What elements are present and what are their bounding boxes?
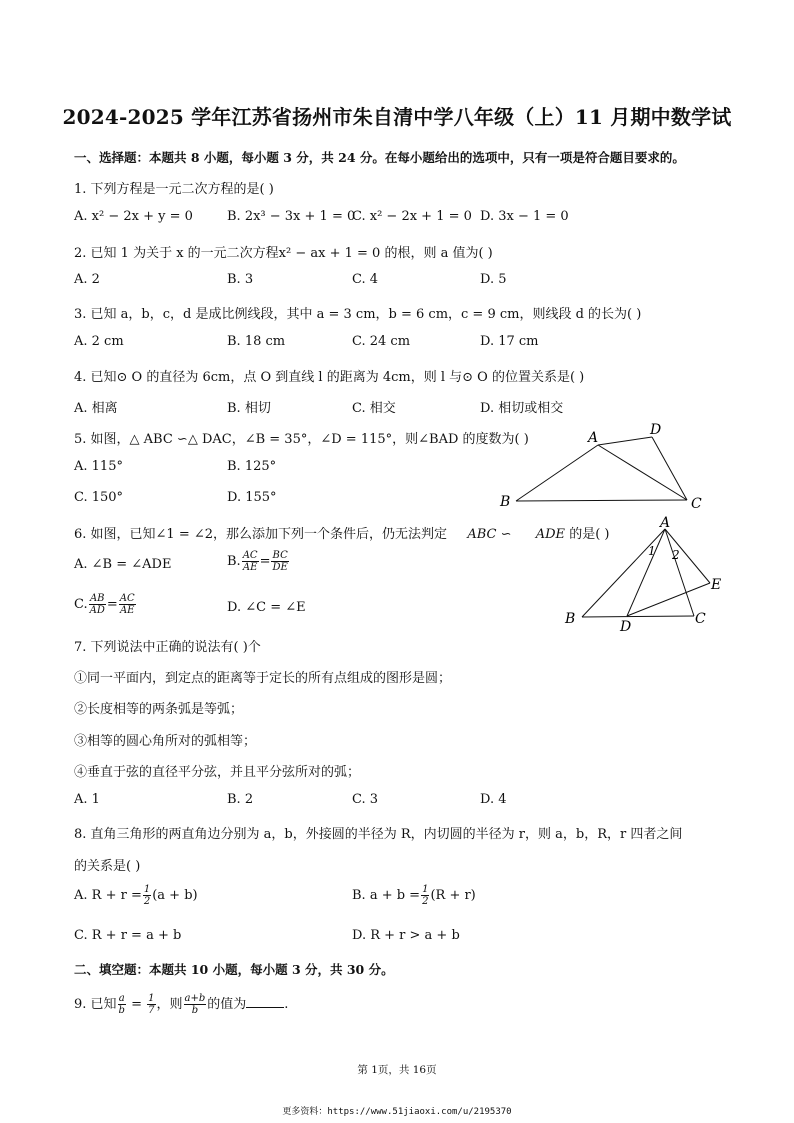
section-1-heading: 一、选择题：本题共 8 小题，每小题 3 分，共 24 分。在每小题给出的选项中，只有一项是符合题目要求的。 — [74, 150, 685, 165]
question-1-stem: 1. 下列方程是一元二次方程的是( ) — [74, 182, 274, 197]
q8-option-b-suffix: (R + r) — [430, 888, 476, 903]
q6-c-frac-2 — [119, 593, 136, 616]
q6-stem-after: 的是( ) — [569, 527, 610, 542]
label-a: A — [660, 515, 671, 531]
q9-frac-a-b — [118, 993, 126, 1016]
q6-b-frac-1 — [242, 550, 259, 573]
q7-statement-1: ①同一平面内，到定点的距离等于定长的所有点组成的图形是圆； — [74, 671, 452, 686]
segment-ab — [582, 529, 665, 617]
q3-option-d: D. 17 cm — [480, 334, 539, 349]
segment-dc — [652, 437, 687, 500]
q6-b-frac-2-den: DE — [272, 562, 288, 573]
q5-option-a: A. 115° — [74, 459, 123, 474]
q9-mid: ，则 — [156, 997, 183, 1012]
q8-option-c: C. R + r = a + b — [74, 928, 182, 943]
segment-bc — [582, 616, 694, 617]
label-d: D — [620, 619, 632, 635]
exam-title: 2024-2025 学年江苏省扬州市朱自清中学八年级（上）11 月期中数学试 — [62, 105, 732, 129]
q6-c-frac-1-den: AD — [89, 605, 105, 616]
q8-b-half-num: 1 — [422, 884, 429, 895]
question-6-stem — [74, 523, 609, 542]
q9-answer-blank[interactable] — [246, 995, 284, 1008]
q9-frac-1-7 — [147, 993, 155, 1016]
segment-ac — [665, 529, 694, 616]
q4-option-a: A. 相离 — [74, 401, 118, 416]
q6-option-d: D. ∠C = ∠E — [227, 600, 306, 615]
q6-option-b-prefix: B. — [227, 554, 241, 569]
q6-option-c-prefix: C. — [74, 597, 88, 612]
q7-option-d: D. 4 — [480, 792, 507, 807]
q7-statement-2: ②长度相等的两条弧是等弧； — [74, 702, 244, 717]
q5-option-c: C. 150° — [74, 490, 124, 505]
q6-stem-ade: ADE — [535, 527, 566, 542]
q9-prefix: 9. 已知 — [74, 997, 117, 1012]
q6-c-eq: = — [106, 597, 118, 612]
q6-option-a: A. ∠B = ∠ADE — [74, 557, 172, 572]
q4-option-c: C. 相交 — [352, 401, 396, 416]
segment-ba — [516, 445, 598, 501]
q3-option-b: B. 18 cm — [227, 334, 286, 349]
source-watermark: 更多资料：https://www.51jiaoxi.com/u/2195370 — [282, 1107, 512, 1117]
q8-option-b — [352, 884, 476, 907]
q2-option-b: B. 3 — [227, 272, 254, 287]
q6-b-frac-1-num: AC — [242, 550, 258, 561]
q6-option-b — [227, 550, 290, 573]
segment-ac — [598, 445, 687, 500]
q6-c-frac-2-den: AE — [119, 605, 135, 616]
q1-option-a: A. x² − 2x + y = 0 — [74, 209, 193, 224]
q8-a-half-den: 2 — [143, 896, 151, 907]
q5-option-d: D. 155° — [227, 490, 277, 505]
q9-frac-apb-b — [184, 993, 207, 1016]
label-c: C — [695, 611, 706, 627]
q2-option-a: A. 2 — [74, 272, 100, 287]
question-9 — [74, 993, 288, 1016]
q7-statement-3: ③相等的圆心角所对的弧相等； — [74, 734, 257, 749]
q8-option-d: D. R + r > a + b — [352, 928, 460, 943]
q9-frac-a-b-den: b — [118, 1005, 125, 1016]
label-c: C — [691, 496, 702, 512]
label-e: E — [711, 577, 722, 593]
q6-c-frac-1 — [89, 593, 106, 616]
question-8-stem-line1: 8. 直角三角形的两直角边分别为 a，b，外接圆的半径为 R，内切圆的半径为 r，则 a，b，R，r 四者之间 — [74, 827, 683, 842]
q6-c-frac-2-num: AC — [119, 593, 135, 604]
q9-frac-apb-b-num: a+b — [184, 993, 206, 1004]
q9-frac-1-7-num: 1 — [148, 993, 155, 1004]
q8-a-half — [143, 884, 151, 907]
q9-suffix: 的值为 — [207, 997, 247, 1012]
label-b: B — [500, 494, 511, 510]
q1-option-c: C. x² − 2x + 1 = 0 — [352, 209, 472, 224]
label-d: D — [650, 422, 662, 438]
q4-option-b: B. 相切 — [227, 401, 271, 416]
q6-b-frac-2 — [271, 550, 288, 573]
q7-statement-4: ④垂直于弦的直径平分弦，并且平分弦所对的弧； — [74, 765, 361, 780]
label-angle-1: 1 — [648, 544, 656, 558]
q8-option-a-suffix: (a + b) — [152, 888, 198, 903]
question-4-stem: 4. 已知⊙ O 的直径为 6cm，点 O 到直线 l 的距离为 4cm，则 l 与⊙ O 的位置关系是( ) — [74, 370, 585, 385]
q6-b-frac-1-den: AE — [242, 562, 258, 573]
q8-option-a — [74, 884, 198, 907]
q8-option-a-prefix: A. R + r = — [74, 888, 142, 903]
segment-bc — [516, 500, 687, 501]
section-2-heading: 二、填空题：本题共 10 小题，每小题 3 分，共 30 分。 — [74, 962, 394, 977]
q1-option-b: B. 2x³ − 3x + 1 = 0 — [227, 209, 356, 224]
q7-option-b: B. 2 — [227, 792, 254, 807]
q8-b-half-den: 2 — [422, 896, 429, 907]
q5-option-b: B. 125° — [227, 459, 277, 474]
q6-triangle-figure — [560, 515, 730, 635]
q6-stem-before: 6. 如图，已知∠1 = ∠2，那么添加下列一个条件后，仍无法判定 — [74, 527, 448, 542]
q2-option-c: C. 4 — [352, 272, 379, 287]
q9-eq: = — [126, 997, 147, 1012]
q9-end: . — [284, 997, 289, 1012]
q3-option-a: A. 2 cm — [74, 334, 124, 349]
q6-b-frac-2-num: BC — [272, 550, 288, 561]
question-8-stem-line2: 的关系是( ) — [74, 859, 141, 874]
q9-frac-1-7-den: 7 — [148, 1005, 155, 1016]
q7-option-a: A. 1 — [74, 792, 100, 807]
q4-option-d: D. 相切或相交 — [480, 401, 564, 416]
q5-triangle-figure — [490, 420, 720, 515]
q9-frac-apb-b-den: b — [191, 1005, 199, 1016]
segment-ad — [598, 437, 652, 445]
question-7-stem: 7. 下列说法中正确的说法有( )个 — [74, 640, 261, 655]
question-2-stem: 2. 已知 1 为关于 x 的一元二次方程x² − ax + 1 = 0 的根，则 a 值为( ) — [74, 246, 493, 261]
q7-option-c: C. 3 — [352, 792, 379, 807]
q1-option-d: D. 3x − 1 = 0 — [480, 209, 569, 224]
page-footer: 第 1页，共 16页 — [357, 1064, 437, 1076]
label-a: A — [588, 430, 599, 446]
q9-frac-a-b-num: a — [118, 993, 125, 1004]
label-b: B — [565, 611, 576, 627]
q6-stem-abc: ABC ∽ — [467, 527, 512, 542]
q2-option-d: D. 5 — [480, 272, 507, 287]
q8-b-half — [421, 884, 429, 907]
question-5-stem: 5. 如图，△ ABC ∽△ DAC，∠B = 35°，∠D = 115°，则∠BAD 的度数为( ) — [74, 432, 529, 447]
q8-a-half-num: 1 — [143, 884, 151, 895]
q6-option-c — [74, 593, 137, 616]
q6-c-frac-1-num: AB — [89, 593, 105, 604]
q8-option-b-prefix: B. a + b = — [352, 888, 421, 903]
label-angle-2: 2 — [672, 548, 680, 562]
question-3-stem: 3. 已知 a，b，c，d 是成比例线段，其中 a = 3 cm，b = 6 cm，c = 9 cm，则线段 d 的长为( ) — [74, 307, 642, 322]
q3-option-c: C. 24 cm — [352, 334, 411, 349]
q6-b-eq: = — [259, 554, 271, 569]
